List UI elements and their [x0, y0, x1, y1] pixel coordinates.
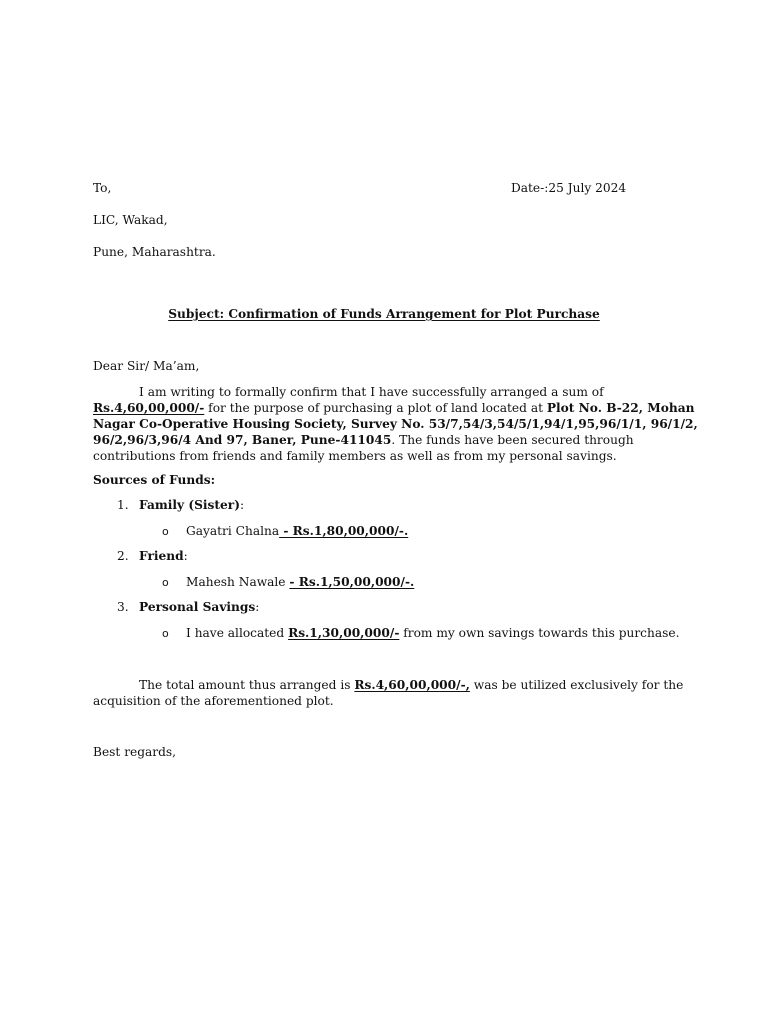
para2-text-post: was be utilized exclusively for the — [469, 678, 684, 692]
total-amount-summary: Rs.4,60,00,000/-, — [354, 678, 470, 692]
contributor-amount: - Rs.1,80,00,000/-. — [279, 524, 409, 538]
recipient-address-line-1: LIC, Wakad, — [93, 213, 168, 227]
para2-line-1 — [93, 677, 684, 693]
source-detail-friend — [186, 575, 414, 589]
recipient-address-line-2: Pune, Maharashtra. — [93, 245, 216, 259]
para2-text-pre: The total amount thus arranged is — [139, 678, 355, 692]
savings-amount: Rs.1,30,00,000/- — [288, 626, 400, 640]
source-detail-personal-savings — [186, 626, 679, 640]
closing: Best regards, — [93, 745, 177, 759]
plot-details-part-2: Nagar Co-Operative Housing Society, Survey No. 53/7,54/3,54/5/1,94/1,95,96/1/1, 96/1/2, — [93, 417, 698, 431]
source-title-personal-savings — [139, 600, 259, 614]
total-amount: Rs.4,60,00,000/- — [93, 401, 205, 415]
salutation: Dear Sir/ Ma’am, — [93, 359, 200, 373]
source-title-colon: : — [255, 600, 260, 614]
bullet-circle-icon: o — [162, 627, 169, 640]
savings-text-pre: I have allocated — [186, 626, 289, 640]
plot-details-part-3: 96/2,96/3,96/4 And 97, Baner, Pune-411045 — [93, 433, 392, 447]
para1-line-2 — [93, 400, 695, 416]
para1-line-4-text: . The funds have been secured through — [391, 433, 634, 447]
para1-line-2-text: for the purpose of purchasing a plot of land located at — [204, 401, 547, 415]
para2-line-2: acquisition of the aforementioned plot. — [93, 694, 334, 708]
source-title-colon: : — [183, 549, 188, 563]
source-title-text: Personal Savings — [139, 600, 256, 614]
source-detail-family — [186, 524, 408, 538]
source-title-text: Family (Sister) — [139, 498, 240, 512]
bullet-circle-icon: o — [162, 576, 169, 589]
contributor-amount: - Rs.1,50,00,000/-. — [289, 575, 415, 589]
para1-line-1: I am writing to formally confirm that I have successfully arranged a sum of — [139, 385, 604, 399]
bullet-circle-icon: o — [162, 525, 169, 538]
source-title-colon: : — [240, 498, 245, 512]
recipient-to: To, — [93, 181, 112, 195]
source-number: 1. — [117, 498, 129, 512]
sources-heading: Sources of Funds: — [93, 473, 216, 487]
letter-subject: Subject: Confirmation of Funds Arrangement for Plot Purchase — [168, 307, 600, 321]
source-title-family — [139, 498, 244, 512]
contributor-name: Mahesh Nawale — [186, 575, 290, 589]
plot-details-part-1: Plot No. B-22, Mohan — [546, 401, 695, 415]
body-paragraph-2 — [93, 677, 684, 709]
letter-date: Date-:25 July 2024 — [511, 181, 627, 195]
para1-line-5: contributions from friends and family members as well as from my personal savings. — [93, 449, 617, 463]
source-title-text: Friend — [139, 549, 184, 563]
source-number: 3. — [117, 600, 129, 614]
source-title-friend — [139, 549, 188, 563]
contributor-name: Gayatri Chalna — [186, 524, 280, 538]
savings-text-post: from my own savings towards this purchase. — [399, 626, 680, 640]
para1-line-4 — [93, 432, 663, 448]
source-number: 2. — [117, 549, 129, 563]
body-paragraph-1 — [93, 384, 698, 464]
